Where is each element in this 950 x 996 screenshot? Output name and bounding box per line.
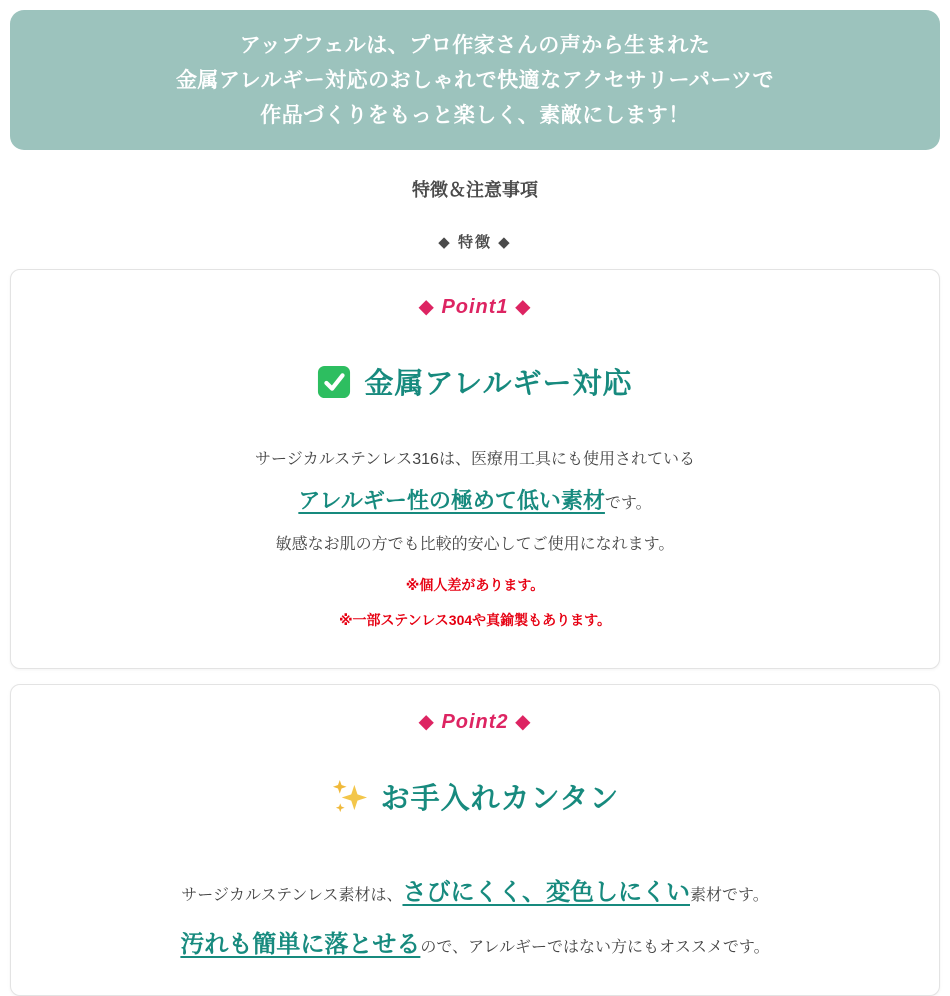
point2-heading-row [31,776,919,817]
point1-heading-row [31,361,919,402]
point1-body-line2 [31,484,919,517]
point1-body-line1: サージカルステンレス316は、医療用工具にも使用されている [255,451,695,468]
point1-heading: 金属アレルギー対応 [364,368,633,400]
point2-body-line1 [31,875,919,911]
check-mark-icon [317,365,351,399]
point2-line2-suffix: ので、アレルギーではない方にもオススメです。 [420,939,770,956]
section-title: 特徴＆注意事項 [412,180,538,200]
point1-note1: ※個人差があります。 [405,577,545,593]
point1-emphasis: アレルギー性の極めて低い素材 [298,488,605,513]
banner-line-3: 作品づくりをもっと楽しく、素敵にします！ [260,103,690,127]
point1-label: ◆ Point1 ◆ [418,296,532,318]
sparkles-icon [331,778,368,815]
point2-body-line2 [31,927,919,963]
point2-card [10,684,940,996]
point2-line1-suffix: 素材です。 [690,887,769,904]
banner-line-1: アップフェルは、プロ作家さんの声から生まれた [239,33,711,57]
hero-banner [10,10,940,150]
banner-line-2: 金属アレルギー対応のおしゃれで快適なアクセサリーパーツで [175,68,775,92]
point2-emphasis-1: さびにくく、変色しにくい [402,879,690,906]
point1-card [10,269,940,669]
point2-heading: お手入れカンタン [380,783,620,815]
point1-emphasis-suffix: です。 [604,495,652,512]
point2-emphasis-2: 汚れも簡単に落とせる [180,931,421,958]
point2-line1-prefix: サージカルステンレス素材は、 [181,887,403,904]
point1-body-line3: 敏感なお肌の方でも比較的安心してご使用になれます。 [275,536,675,553]
point2-label: ◆ Point2 ◆ [418,711,532,733]
point1-note2: ※一部ステンレス304や真鍮製もあります。 [338,612,612,628]
section-subtitle: ◆ 特徴 ◆ [438,234,512,251]
